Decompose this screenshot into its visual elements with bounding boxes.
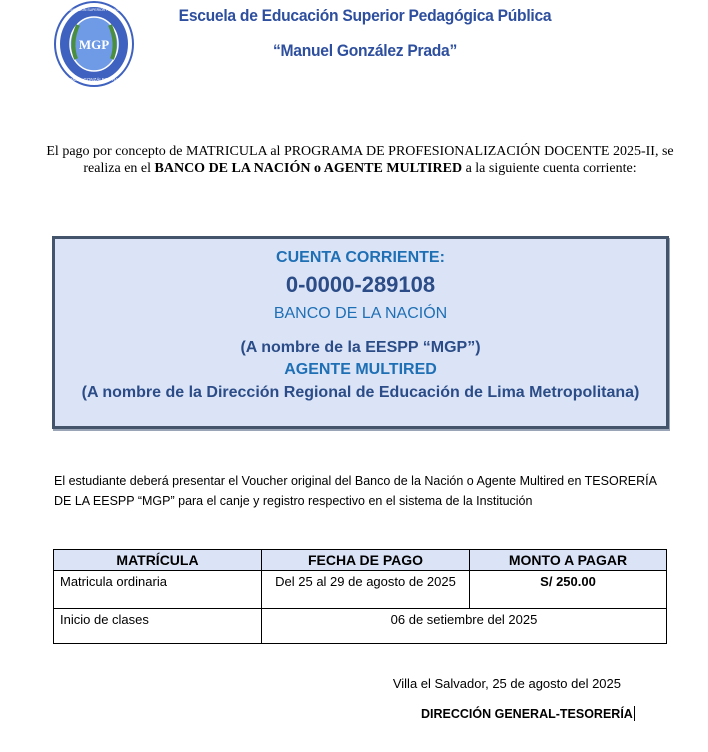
- agent-name: AGENTE MULTIRED: [284, 361, 437, 378]
- institution-seal-logo: [43, 1, 145, 87]
- classes-start-label-cell: Inicio de clases: [54, 609, 262, 644]
- signature-text: DIRECCIÓN GENERAL-TESORERÍA: [421, 707, 633, 721]
- payment-intro-paragraph: [40, 143, 680, 177]
- institution-name: Escuela de Educación Superior Pedagógica Pública: [178, 6, 552, 25]
- column-header-amount: MONTO A PAGAR: [470, 550, 667, 571]
- column-header-enrollment: MATRÍCULA: [54, 550, 262, 571]
- bank-account-holder: (A nombre de la EESPP “MGP”): [240, 339, 481, 356]
- agent-account-holder: (A nombre de la Dirección Regional de Educación de Lima Metropolitana): [81, 384, 640, 401]
- intro-text-part2: a la siguiente cuenta corriente:: [462, 161, 637, 176]
- bank-name: BANCO DE LA NACIÓN: [273, 305, 448, 322]
- seal-top-text: ESCUELA DE EDUCACIÓN SUPERIOR PEDAGÓGICA PÚBLICA: [43, 8, 145, 12]
- intro-bank-highlight: BANCO DE LA NACIÓN o AGENTE MULTIRED: [154, 161, 463, 176]
- payment-schedule-table: [53, 549, 667, 644]
- classes-start-date-cell: 06 de setiembre del 2025: [262, 609, 667, 644]
- account-info-box: [52, 236, 669, 429]
- account-number: 0-0000-289108: [285, 272, 436, 297]
- text-cursor: [634, 706, 635, 721]
- table-row: [54, 571, 667, 609]
- enrollment-type-cell: Matricula ordinaria: [54, 571, 262, 609]
- institution-short-name: “Manuel González Prada”: [273, 41, 457, 60]
- amount-cell: S/ 250.00: [470, 571, 667, 609]
- payment-date-cell: Del 25 al 29 de agosto de 2025: [262, 571, 470, 609]
- student-voucher-instructions: El estudiante deberá presentar el Voucher original del Banco de la Nación o Agente Multired en TESORERÍA DE LA EESPP “MGP” para el canje y registro respectivo en el sistema de la Institución: [54, 474, 657, 508]
- place-and-date: Villa el Salvador, 25 de agosto del 2025: [392, 676, 621, 691]
- table-row: [54, 609, 667, 644]
- seal-bottom-text: MANUEL GONZÁLEZ PRADA: [63, 77, 125, 82]
- table-header-row: [54, 550, 667, 571]
- intro-text-part1: El pago por concepto de MATRICULA al PROGRAMA DE PROFESIONALIZACIÓN DOCENTE 2025-II, se realiza en el: [46, 144, 674, 176]
- seal-center-text: MGP: [78, 37, 110, 52]
- account-title: CUENTA CORRIENTE:: [276, 249, 445, 266]
- column-header-payment-date: FECHA DE PAGO: [262, 550, 470, 571]
- signature-block: [421, 706, 635, 721]
